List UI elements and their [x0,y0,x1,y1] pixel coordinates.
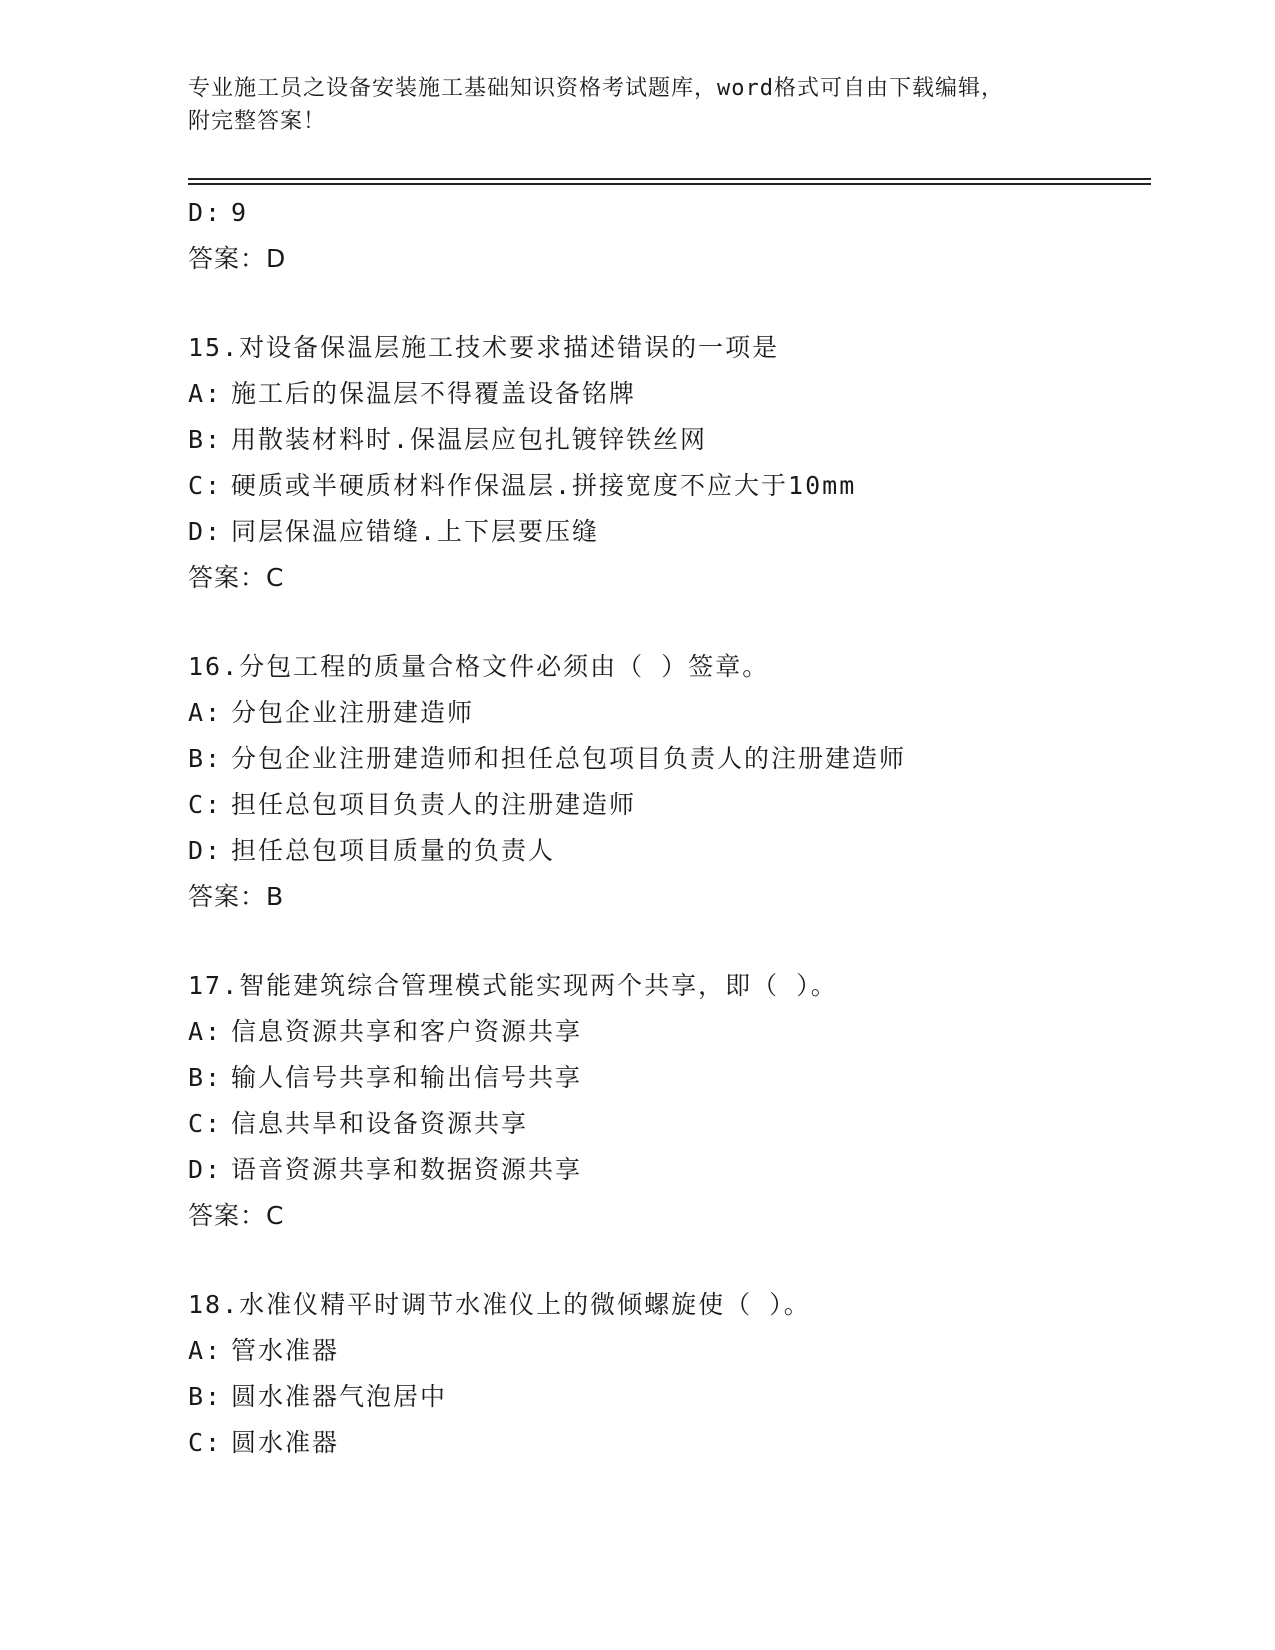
option-d [188,190,1148,236]
option-text: 同层保温应错缝.上下层要压缝 [231,517,600,546]
option-text: 施工后的保温层不得覆盖设备铭牌 [231,379,637,408]
option-c [188,1101,1148,1147]
option-text: 担任总包项目负责人的注册建造师 [231,790,637,819]
option-b [188,1374,1148,1420]
question-title: 16.分包工程的质量合格文件必须由（ ）签章。 [188,652,770,681]
question-title: 17.智能建筑综合管理模式能实现两个共享，即（ ）。 [188,971,838,1000]
option-text: 圆水准器 [231,1428,340,1457]
header-line-1: 专业施工员之设备安装施工基础知识资格考试题库，word格式可自由下载编辑， [188,76,1004,101]
option-text: 担任总包项目质量的负责人 [231,836,556,865]
answer-line: 答案：D [188,244,287,273]
option-c [188,1420,1148,1466]
option-c [188,463,1148,509]
option-key: B: [188,425,223,454]
option-d [188,828,1148,874]
option-key: B: [188,1063,223,1092]
option-text: 管水准器 [231,1336,340,1365]
option-key: C: [188,1109,223,1138]
option-key: D: [188,836,223,865]
option-text: 信息共旱和设备资源共享 [231,1109,529,1138]
option-d [188,1147,1148,1193]
option-b [188,417,1148,463]
option-key: A: [188,1017,223,1046]
option-text: 信息资源共享和客户资源共享 [231,1017,583,1046]
question-title: 15.对设备保温层施工技术要求描述错误的一项是 [188,333,780,362]
option-text: 硬质或半硬质材料作保温层.拼接宽度不应大于10mm [231,471,857,500]
option-text: 9 [231,198,249,227]
option-d [188,509,1148,555]
option-key: A: [188,698,223,727]
option-text: 语音资源共享和数据资源共享 [231,1155,583,1184]
option-b [188,1055,1148,1101]
option-a [188,690,1148,736]
answer-line: 答案：B [188,882,285,911]
option-key: A: [188,379,223,408]
document-header [188,72,1088,138]
option-key: B: [188,1382,223,1411]
option-key: D: [188,198,223,227]
option-b [188,736,1148,782]
header-rule-bottom [188,183,1151,185]
option-a [188,1009,1148,1055]
option-key: D: [188,517,223,546]
question-title: 18.水准仪精平时调节水准仪上的微倾螺旋使（ ）。 [188,1290,811,1319]
header-line-2: 附完整答案！ [188,109,327,134]
option-text: 输人信号共享和输出信号共享 [231,1063,583,1092]
option-text: 分包企业注册建造师和担任总包项目负责人的注册建造师 [231,744,907,773]
option-key: A: [188,1336,223,1365]
answer-line: 答案：C [188,1201,285,1230]
option-a [188,1328,1148,1374]
option-text: 用散装材料时.保温层应包扎镀锌铁丝网 [231,425,708,454]
option-text: 分包企业注册建造师 [231,698,475,727]
answer-line: 答案：C [188,563,285,592]
option-a [188,371,1148,417]
option-key: C: [188,1428,223,1457]
option-text: 圆水准器气泡居中 [231,1382,448,1411]
option-c [188,782,1148,828]
header-rule-top [188,178,1151,180]
question-list [188,190,1148,1466]
option-key: C: [188,471,223,500]
option-key: C: [188,790,223,819]
option-key: D: [188,1155,223,1184]
option-key: B: [188,744,223,773]
